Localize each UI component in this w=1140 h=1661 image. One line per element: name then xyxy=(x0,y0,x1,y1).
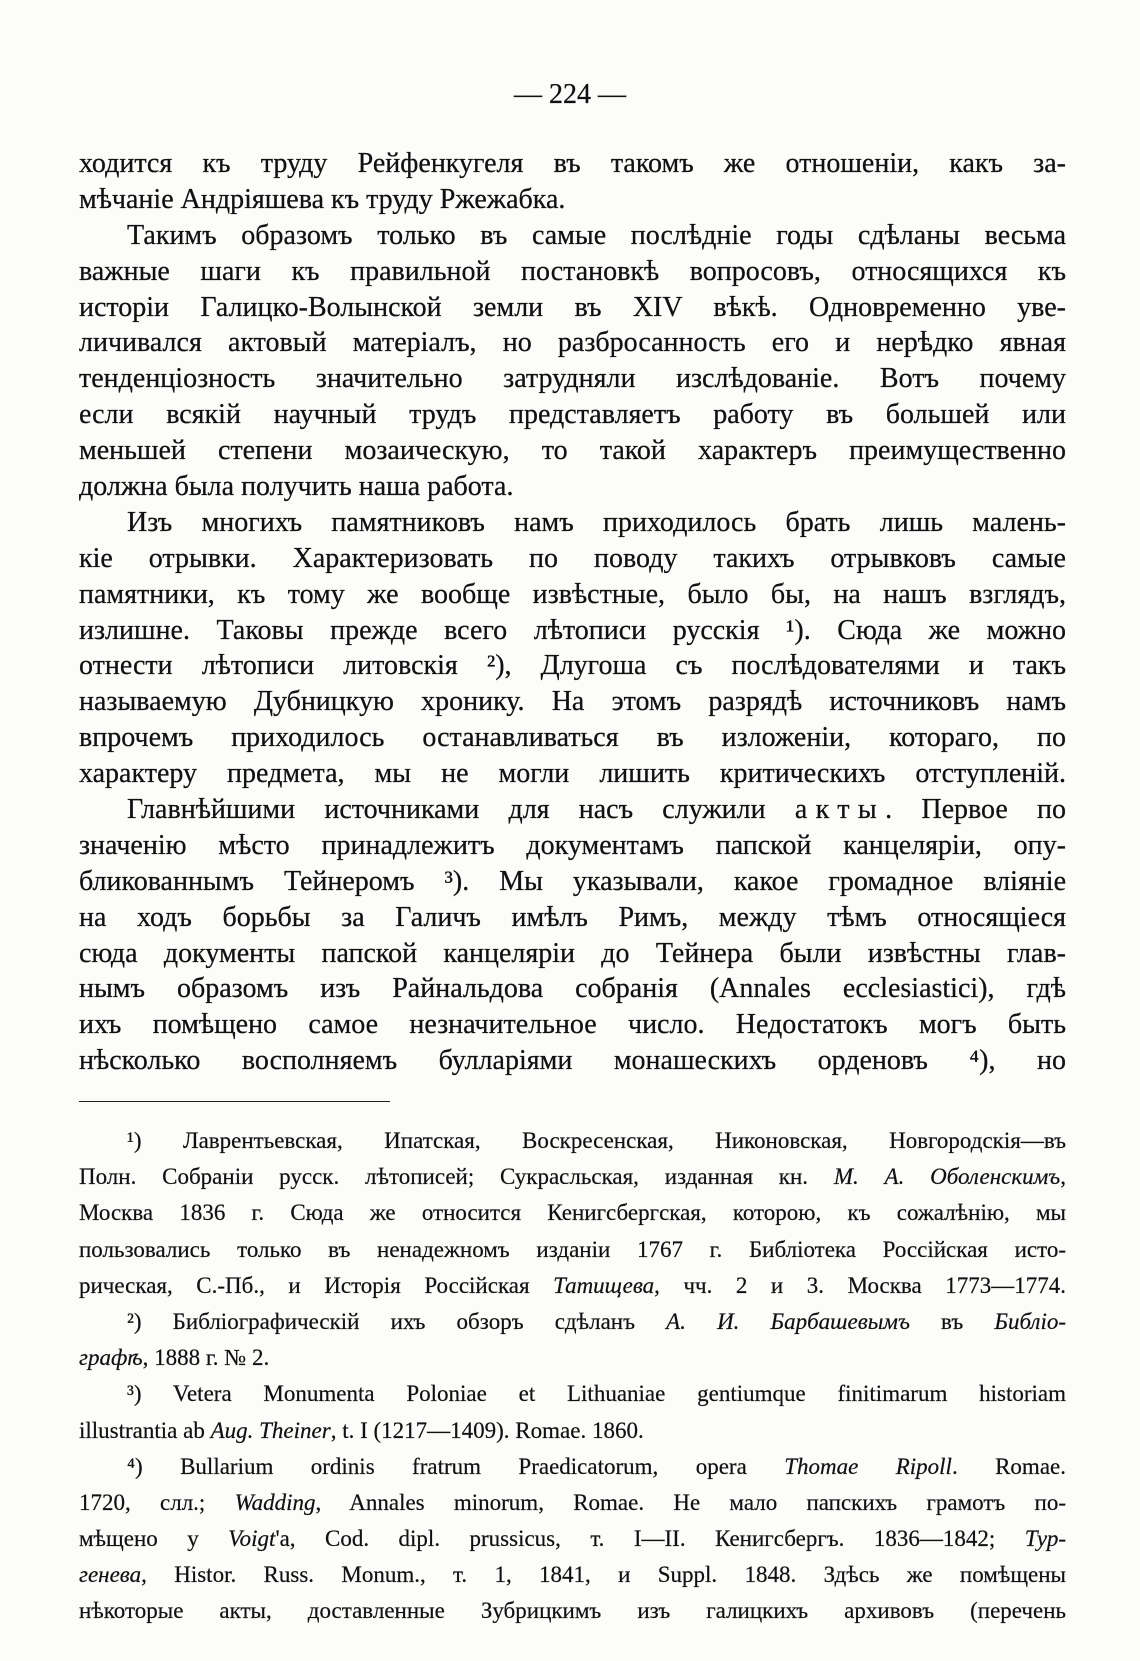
text-segment: . Первое по xyxy=(885,794,1066,826)
footnote xyxy=(79,1449,1066,1630)
italic-name: Voigt xyxy=(228,1526,276,1552)
paragraph xyxy=(79,218,1066,505)
footnote-line: Москва 1836 г. Сюда же относится Кенигсбергская, которою, къ сожалѣнію, мы xyxy=(79,1200,1066,1226)
body-line: Такимъ образомъ только въ самые послѣдніе годы сдѣланы весьма xyxy=(127,219,1066,251)
footnote-line xyxy=(79,1340,1066,1376)
page-number: — 224 — xyxy=(514,79,626,110)
footnote xyxy=(79,1123,1066,1304)
text-segment: Полн. Собраніи русск. лѣтописей; Сукрасльская, изданная кн. xyxy=(79,1164,834,1190)
footnote-line: ³) Vetera Monumenta Poloniae et Lithuaniae gentiumque finitimarum historiam xyxy=(127,1381,1066,1407)
body-line: ихъ помѣщено самое незначительное число. Недостатокъ могъ быть xyxy=(79,1009,1066,1041)
footnote xyxy=(79,1304,1066,1376)
italic-name: Wadding xyxy=(234,1489,316,1515)
spaced-word: акты xyxy=(794,794,886,826)
italic-name: М. А. Оболенскимъ xyxy=(833,1164,1061,1190)
footnote-line xyxy=(79,1159,1066,1195)
body-line: нымъ образомъ изъ Райнальдова собранія (Annales ecclesiastici), гдѣ xyxy=(79,973,1066,1005)
italic-name: Thomae Ripoll xyxy=(784,1453,952,1479)
text-segment: ⁴) Bullarium ordinis fratrum Praedicatorum, opera xyxy=(127,1453,785,1479)
text-segment: мѣщено у xyxy=(79,1526,229,1552)
body-line: если всякій научный трудъ представляетъ работу въ большей или xyxy=(79,399,1066,431)
body-line: должна была получить наша работа. xyxy=(79,471,514,503)
footnote-line xyxy=(79,1413,1066,1449)
text-segment: Главнѣйшими источниками для насъ служили xyxy=(127,794,795,826)
footnote-line xyxy=(79,1521,1066,1557)
body-line: на ходъ борьбы за Галичъ имѣлъ Римъ, между тѣмъ относящіеся xyxy=(79,901,1066,933)
body-line: впрочемъ приходилось останавливаться въ изложеніи, котораго, по xyxy=(79,722,1066,754)
footnote-line xyxy=(79,1485,1066,1521)
italic-name: Тур- xyxy=(1024,1526,1066,1552)
body-line: сюда документы папской канцеляріи до Тейнера были извѣстны глав- xyxy=(79,937,1066,969)
body-line: излишне. Таковы прежде всего лѣтописи русскія ¹). Сюда же можно xyxy=(79,614,1066,646)
body-line: личивался актовый матеріалъ, но разбросанность его и нерѣдко явная xyxy=(79,327,1066,359)
main-text xyxy=(79,146,1066,1079)
italic-name: А. И. Барбашевымъ xyxy=(666,1308,910,1334)
body-line: отнести лѣтописи литовскія ²), Длугоша съ послѣдователями и такъ xyxy=(79,650,1066,682)
paragraph xyxy=(79,505,1066,792)
body-line: бликованнымъ Тейнеромъ ³). Мы указывали, какое громадное вліяніе xyxy=(79,865,1066,897)
footnote-line xyxy=(79,1304,1066,1340)
footnote-line xyxy=(79,1268,1066,1304)
footnote-line: пользовались только въ ненадежномъ изданіи 1767 г. Библіотека Россійская исто- xyxy=(79,1236,1066,1262)
body-line: значенію мѣсто принадлежитъ документамъ папской канцеляріи, опу- xyxy=(79,829,1066,861)
text-segment: 'a, Cod. dipl. prussicus, т. I—II. Кенигсбергъ. 1836—1842; xyxy=(275,1526,1025,1552)
footnote-separator xyxy=(79,1101,390,1102)
body-line: памятники, къ тому же вообще извѣстные, было бы, на нашъ взглядъ, xyxy=(79,578,1066,610)
text-segment: illustrantia ab xyxy=(79,1417,211,1443)
text-segment: , Histor. Russ. Monum., т. 1, 1841, и Suppl. 1848. Здѣсь же помѣщены xyxy=(141,1562,1066,1588)
body-line: называемую Дубницкую хронику. На этомъ разрядѣ источниковъ намъ xyxy=(79,686,1066,718)
body-line: мѣчаніе Андріяшева къ труду Ржежабка. xyxy=(79,183,566,215)
body-line: Изъ многихъ памятниковъ намъ приходилось брать лишь малень- xyxy=(127,506,1066,538)
footnote xyxy=(79,1376,1066,1448)
text-segment: 1720, слл.; xyxy=(79,1489,235,1515)
text-segment: . Romae. xyxy=(951,1453,1066,1479)
text-segment: , 1888 г. № 2. xyxy=(142,1345,270,1371)
text-segment: , xyxy=(1060,1164,1066,1190)
text-segment: , t. I (1217—1409). Romae. 1860. xyxy=(330,1417,644,1443)
text-segment: , чч. 2 и 3. Москва 1773—1774. xyxy=(654,1272,1066,1298)
text-segment: въ xyxy=(909,1308,995,1334)
italic-name: Aug. Theiner xyxy=(210,1417,331,1443)
footnotes xyxy=(79,1123,1066,1630)
text-segment: , Annales minorum, Romae. Не мало папскихъ грамотъ по- xyxy=(315,1489,1066,1515)
body-line: кіе отрывки. Характеризовать по поводу такихъ отрывковъ самые xyxy=(79,542,1066,574)
body-line: нѣсколько восполняемъ булларіями монашескихъ орденовъ ⁴), но xyxy=(79,1045,1066,1077)
italic-title: графѣ xyxy=(79,1345,143,1371)
text-segment: рическая, С.-Пб., и Исторія Россійская xyxy=(79,1272,554,1298)
footnote-line xyxy=(79,1449,1066,1485)
footnote-line: нѣкоторые акты, доставленные Зубрицкимъ изъ галицкихъ архивовъ (перечень xyxy=(79,1598,1066,1624)
body-line: ходится къ труду Рейфенкугеля въ такомъ же отношеніи, какъ за- xyxy=(79,148,1066,179)
italic-name: Татищева xyxy=(553,1272,655,1298)
body-line: важные шаги къ правильной постановкѣ вопросовъ, относящихся къ xyxy=(79,255,1066,287)
footnote-line: ¹) Лаврентьевская, Ипатская, Воскресенская, Никоновская, Новгородскія—въ xyxy=(127,1128,1066,1153)
body-line: характеру предмета, мы не могли лишить критическихъ отступленій. xyxy=(79,758,1066,790)
paragraph xyxy=(79,146,1066,218)
text-segment: ²) Библіографическій ихъ обзоръ сдѣланъ xyxy=(127,1308,667,1334)
paragraph xyxy=(79,792,1066,1079)
body-line: исторіи Галицко-Волынской земли въ XIV вѣкѣ. Одновременно уве- xyxy=(79,291,1066,323)
body-line xyxy=(79,792,1066,828)
italic-title: Библіо- xyxy=(994,1308,1066,1334)
body-line: меньшей степени мозаическую, то такой характеръ преимущественно xyxy=(79,435,1066,467)
footnote-line xyxy=(79,1557,1066,1593)
body-line: тенденціозность значительно затрудняли изслѣдованіе. Вотъ почему xyxy=(79,363,1066,395)
italic-name: генева xyxy=(79,1562,142,1588)
